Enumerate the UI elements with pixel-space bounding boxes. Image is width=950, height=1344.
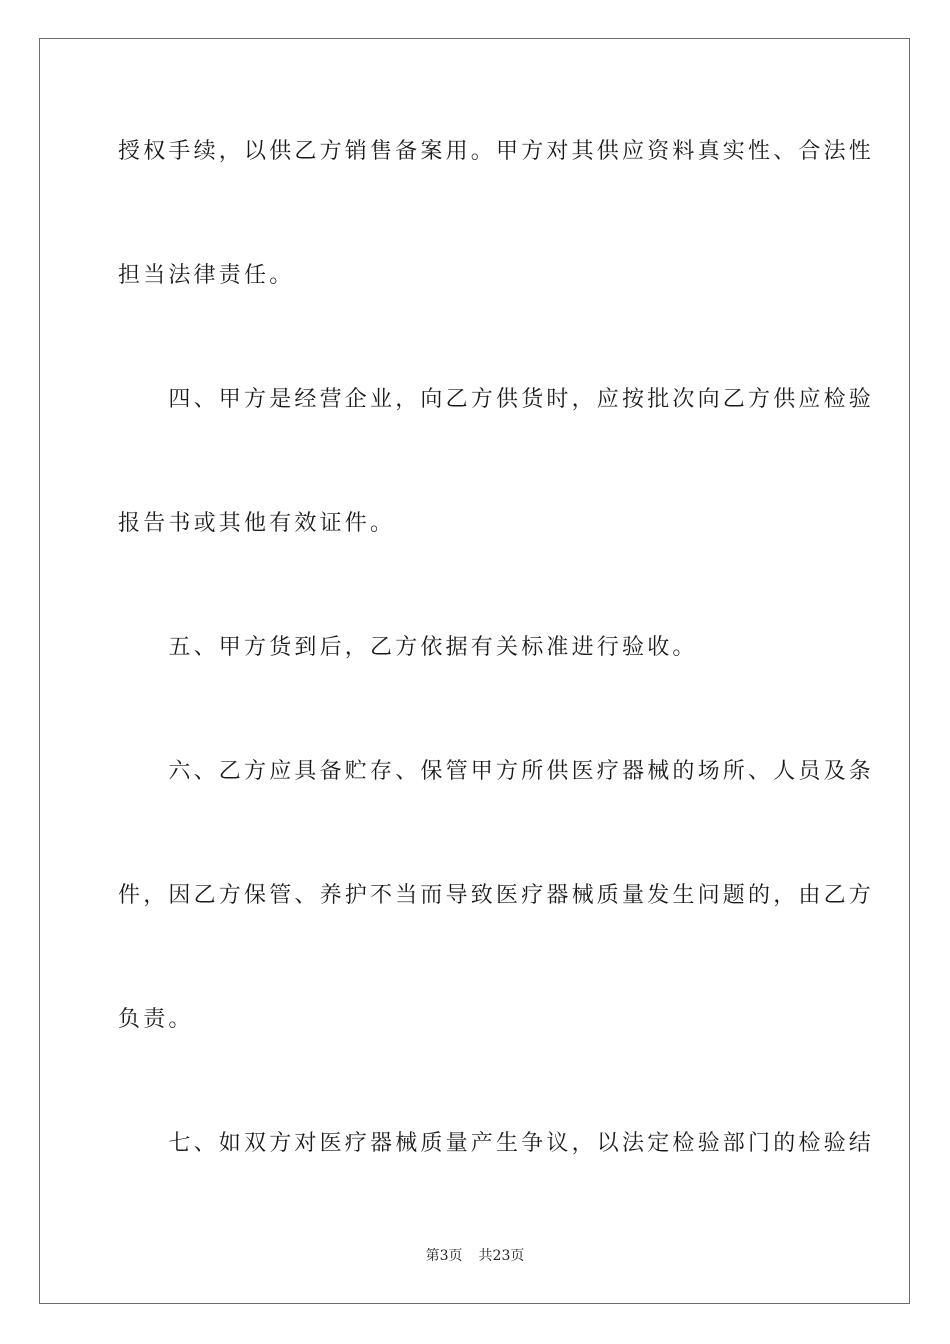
paragraph-line: 五、甲方货到后，乙方依据有关标准进行验收。 [118, 635, 698, 660]
page-footer [0, 1246, 950, 1266]
paragraph-line: 六、乙方应具备贮存、保管甲方所供医疗器械的场所、人员及条 [118, 759, 875, 784]
paragraph-line: 授权手续，以供乙方销售备案用。甲方对其供应资料真实性、合法性 [118, 139, 875, 164]
paragraph-line: 件，因乙方保管、养护不当而导致医疗器械质量发生问题的，由乙方 [118, 883, 875, 908]
page-number: 第3页 [425, 1248, 463, 1264]
page-total: 共23页 [478, 1248, 525, 1264]
page-border [39, 38, 910, 1304]
paragraph-line: 担当法律责任。 [118, 263, 295, 288]
paragraph-line: 四、甲方是经营企业，向乙方供货时，应按批次向乙方供应检验 [118, 387, 875, 412]
paragraph-line: 负责。 [118, 1007, 194, 1032]
paragraph-line: 七、如双方对医疗器械质量产生争议，以法定检验部门的检验结 [118, 1131, 875, 1156]
paragraph-line: 报告书或其他有效证件。 [118, 511, 396, 536]
